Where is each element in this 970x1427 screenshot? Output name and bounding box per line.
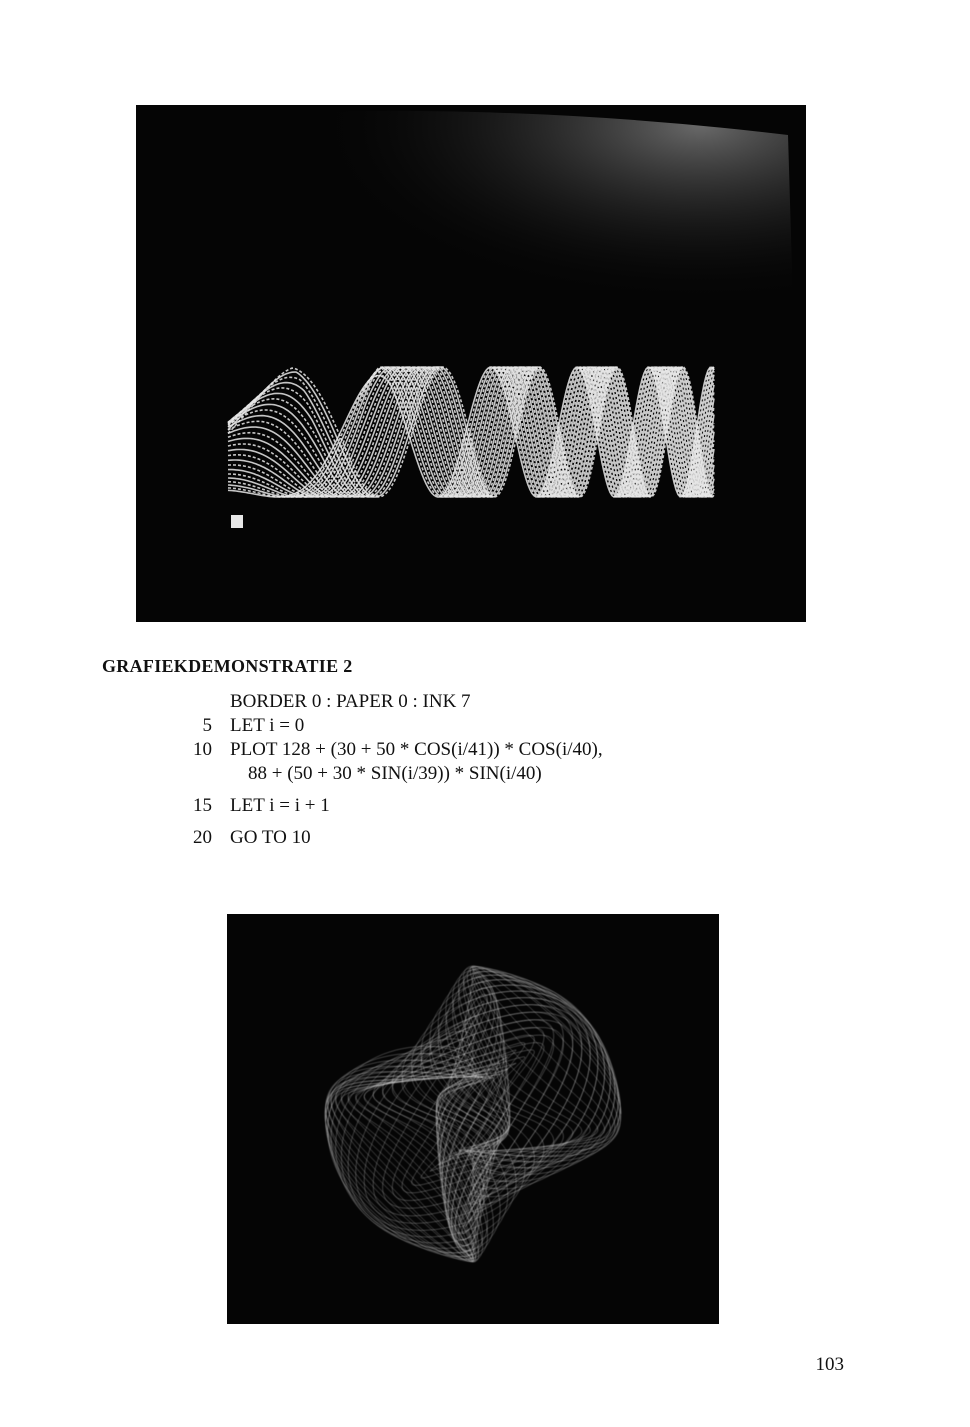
- listing-line: [186, 690, 603, 714]
- statement: LET i = i + 1: [230, 795, 330, 816]
- program-listing: [186, 690, 603, 850]
- statement: LET i = 0: [230, 715, 305, 736]
- screen-glare: [156, 111, 796, 405]
- line-number: 5: [202, 715, 212, 736]
- screen-photo-wave-plot: [136, 105, 806, 622]
- cursor-block: [231, 515, 243, 528]
- line-number: 20: [193, 827, 212, 848]
- listing-line: [186, 826, 603, 850]
- statement: PLOT 128 + (30 + 50 * COS(i/41)) * COS(i/40),: [230, 739, 603, 760]
- wave-plot: [136, 105, 806, 622]
- statement-continuation: 88 + (50 + 30 * SIN(i/39)) * SIN(i/40): [248, 763, 542, 784]
- statement: GO TO 10: [230, 827, 311, 848]
- section-heading: GRAFIEKDEMONSTRATIE 2: [102, 656, 353, 676]
- screen-photo-lissajous-figure: [227, 914, 719, 1324]
- listing-line-continuation: [186, 762, 603, 786]
- line-number: [186, 690, 230, 714]
- line-number: 10: [193, 739, 212, 760]
- listing-line: [186, 738, 603, 762]
- statement: BORDER 0 : PAPER 0 : INK 7: [230, 691, 471, 712]
- line-number: 15: [193, 795, 212, 816]
- page-number: 103: [815, 1354, 844, 1375]
- listing-line: [186, 794, 603, 818]
- listing-line: [186, 714, 603, 738]
- lissajous-plot: [227, 914, 719, 1324]
